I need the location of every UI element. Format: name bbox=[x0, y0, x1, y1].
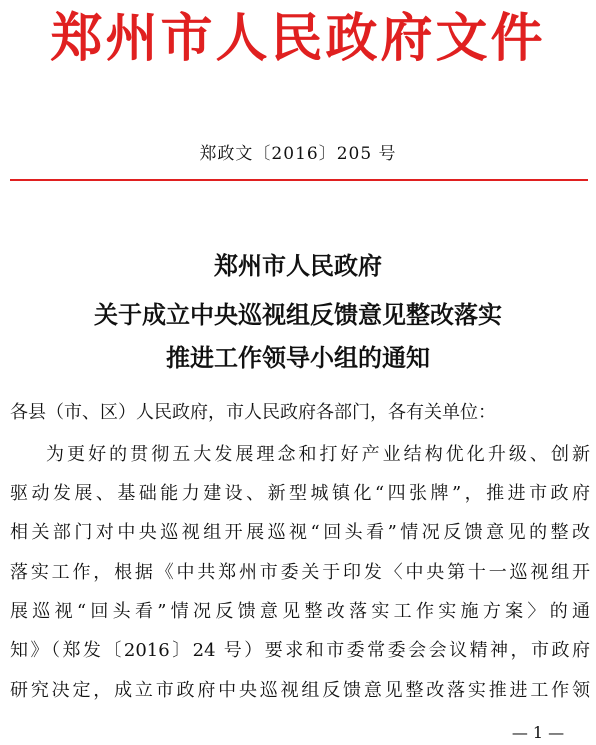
body-line-4: 落实工作，根据《中共郑州市委关于印发〈中央第十一巡视组开 bbox=[10, 562, 590, 583]
body-line-6: 知》（郑发〔2016〕24 号）要求和市委常委会会议精神，市政府 bbox=[10, 640, 590, 661]
body-line-1: 为更好的贯彻五大发展理念和打好产业结构优化升级、创新 bbox=[46, 444, 590, 465]
body-line-3: 相关部门对中央巡视组开展巡视“回头看”情况反馈意见的整改 bbox=[10, 522, 590, 543]
salutation: 各县（市、区）人民政府，市人民政府各部门，各有关单位： bbox=[10, 402, 496, 423]
title-line-2: 关于成立中央巡视组反馈意见整改落实 bbox=[94, 300, 502, 329]
title-line-3: 推进工作领导小组的通知 bbox=[166, 343, 430, 372]
title-line-1: 郑州市人民政府 bbox=[214, 251, 382, 280]
body-line-5: 展巡视“回头看”情况反馈意见整改落实工作实施方案〉的通 bbox=[10, 601, 590, 622]
document-number: 郑政文〔2016〕205 号 bbox=[199, 144, 397, 164]
page-number: — 1 — bbox=[511, 723, 565, 742]
issuer-masthead: 郑州市人民政府文件 bbox=[50, 8, 546, 69]
body-line-7: 研究决定，成立市政府中央巡视组反馈意见整改落实推进工作领 bbox=[10, 680, 590, 701]
header-divider bbox=[10, 179, 588, 181]
body-line-2: 驱动发展、基础能力建设、新型城镇化“四张牌”，推进市政府 bbox=[10, 483, 590, 504]
